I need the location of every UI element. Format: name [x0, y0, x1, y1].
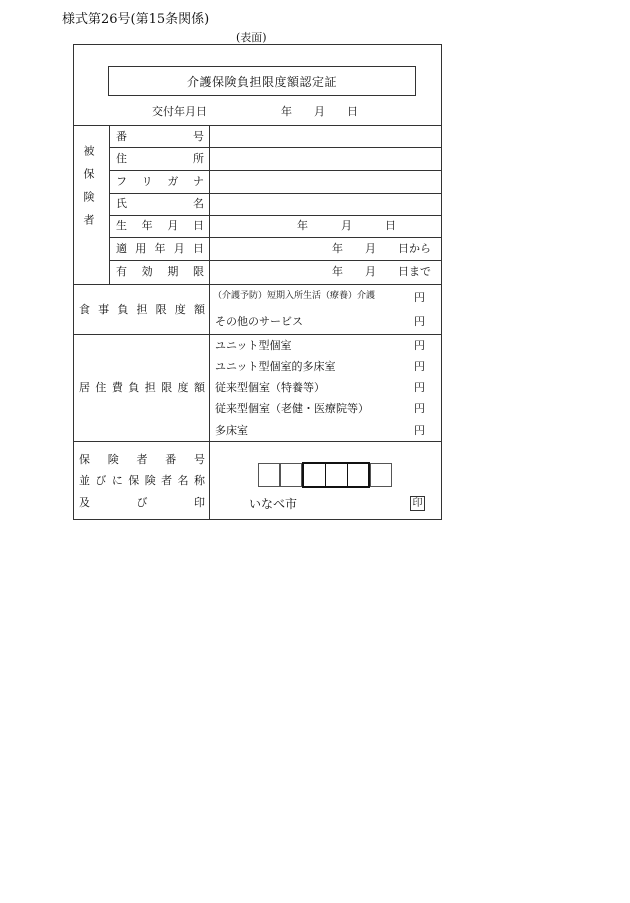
- insurer-label-line1: 保 険 者 番 号: [79, 453, 205, 466]
- label-furigana: フ リ ガ ナ: [116, 175, 204, 188]
- label-name: 氏 名: [116, 197, 204, 210]
- insured-label-text: 被保険者: [82, 145, 95, 237]
- housing-traditional-health-label: 従来型個室（老健・医療院等）: [215, 402, 369, 415]
- housing-unit-private-label: ユニット型個室: [215, 339, 292, 352]
- birthdate-value: 年 月 日: [297, 219, 396, 232]
- insurer-name: いなべ市: [249, 497, 298, 511]
- meal-short-stay-unit: 円: [414, 291, 425, 304]
- label-birthdate: 生 年 月 日: [116, 219, 204, 232]
- label-number: 番 号: [116, 130, 204, 143]
- meal-other-unit: 円: [414, 315, 425, 328]
- housing-unit-semi-private-unit: 円: [414, 360, 425, 373]
- issue-date-label: 交付年月日: [152, 105, 207, 118]
- housing-traditional-special-unit: 円: [414, 381, 425, 394]
- issue-date-value: 年 月 日: [281, 105, 358, 118]
- insurer-number-box-group: [302, 462, 370, 488]
- insurer-label-line3: 及 び 印: [79, 496, 205, 509]
- title-box: [108, 66, 416, 96]
- side-label: (表面): [236, 31, 267, 44]
- expiration-value: 年 月 日まで: [332, 265, 431, 278]
- certificate-title: 介護保険負担限度額認定証: [186, 74, 337, 89]
- label-effective-date: 適 用 年 月 日: [116, 242, 204, 255]
- insurer-label-line2: 並 び に 保 険 者 名 称: [79, 474, 205, 487]
- certificate-frame: [73, 44, 442, 520]
- form-reference: 様式第26号(第15条関係): [62, 12, 210, 27]
- label-address: 住 所: [116, 152, 204, 165]
- housing-multi-bed-label: 多床室: [215, 424, 248, 437]
- housing-unit-private-unit: 円: [414, 339, 425, 352]
- housing-limit-label: 居 住 費 負 担 限 度 額: [79, 381, 205, 394]
- effective-date-value: 年 月 日から: [332, 242, 431, 255]
- insurer-number-box-2: [280, 463, 302, 487]
- housing-traditional-health-unit: 円: [414, 402, 425, 415]
- insured-person-label: [80, 145, 96, 263]
- insurer-number-box-6: [370, 463, 392, 487]
- housing-multi-bed-unit: 円: [414, 424, 425, 437]
- seal-label: 印: [412, 497, 423, 509]
- label-expiration: 有 効 期 限: [116, 265, 204, 278]
- seal-stamp-box: [410, 496, 425, 511]
- housing-unit-semi-private-label: ユニット型個室的多床室: [215, 360, 336, 373]
- meal-limit-label: 食 事 負 担 限 度 額: [79, 303, 205, 316]
- insurer-number-box-1: [258, 463, 280, 487]
- meal-other-label: その他のサービス: [215, 315, 303, 328]
- housing-traditional-special-label: 従来型個室（特養等）: [215, 381, 325, 394]
- meal-short-stay-label: （介護予防）短期入所生活（療養）介護: [213, 291, 376, 301]
